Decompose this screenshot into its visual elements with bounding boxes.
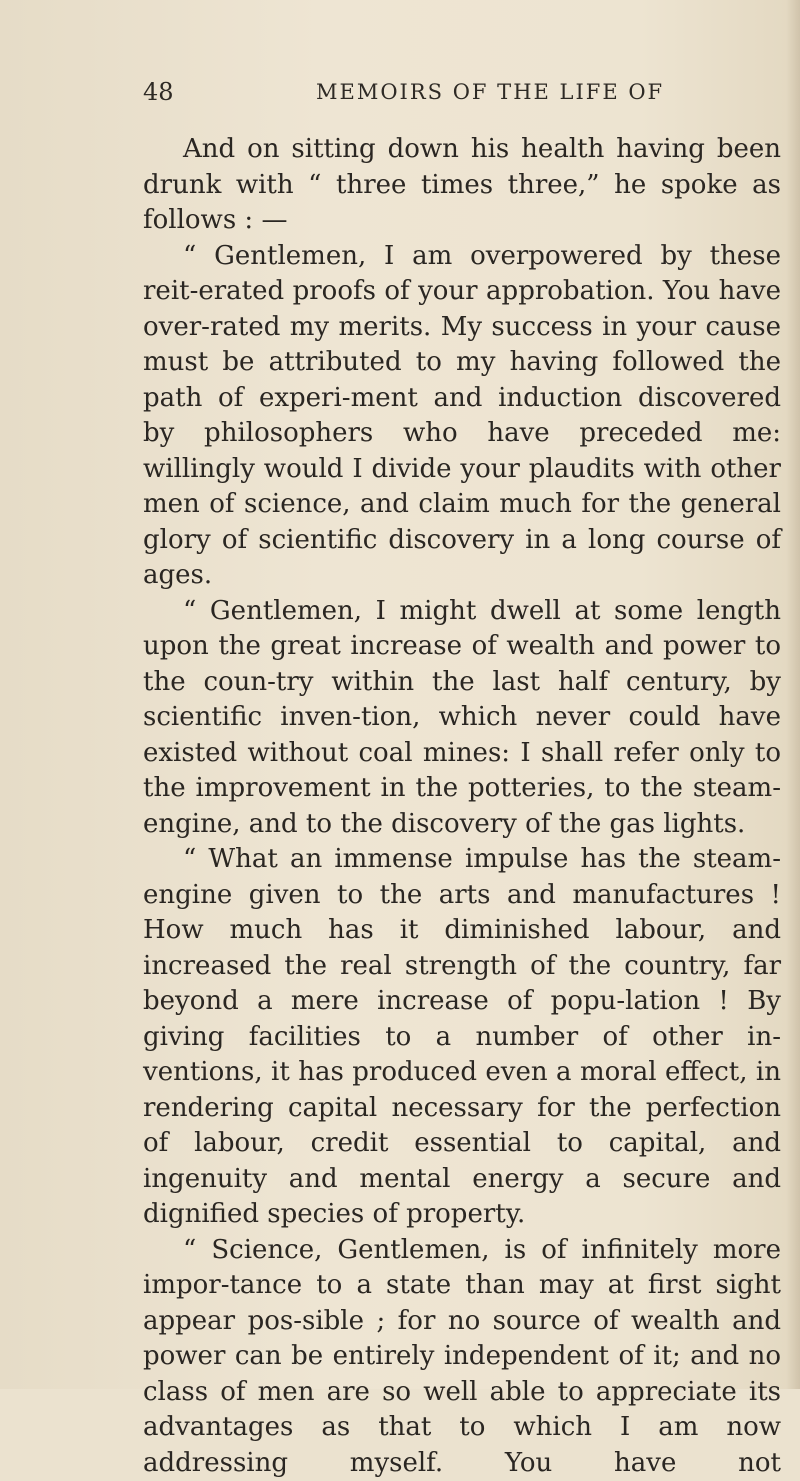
paragraph-intro: And on sitting down his health having been drunk with “ three times three,” he spoke as follows : — — [143, 132, 781, 239]
page-number: 48 — [143, 78, 174, 106]
body-text — [143, 132, 781, 1481]
paragraph-speech-3: “ What an immense impulse has the steam-engine given to the arts and manufactures ! How much has it diminished labour, and increased the real strength of the country, far beyond a mere increase of popu-lation ! By giving facilities to a number of other in-ventions, it has produced even a moral effect, in rendering capital necessary for the perfection of labour, credit essential to capital, and ingenuity and mental energy a secure and dignified species of property. — [143, 842, 781, 1233]
page-header — [143, 78, 773, 118]
page-edge-shadow — [786, 0, 800, 1389]
running-head: MEMOIRS OF THE LIFE OF — [316, 80, 664, 104]
paragraph-speech-2: “ Gentlemen, I might dwell at some length upon the great increase of wealth and power to the coun-try within the last half century, by scientific inven-tion, which never could have existed without coal mines: I shall refer only to the improvement in the potteries, to the steam-engine, and to the discovery of the gas lights. — [143, 594, 781, 843]
paragraph-speech-1: “ Gentlemen, I am overpowered by these reit-erated proofs of your approbation. You have over-rated my merits. My success in your cause must be attributed to my having followed the path of experi-ment and induction discovered by philosophers who have preceded me: willingly would I divide your plaudits with other men of science, and claim much for the general glory of scientific discovery in a long course of ages. — [143, 239, 781, 594]
paragraph-speech-4: “ Science, Gentlemen, is of infinitely more impor-tance to a state than may at first sight appear pos-sible ; for no source of wealth and power can be entirely independent of it; and no class of men are so well able to appreciate its advantages as that to which I am now addressing myself. You have not — [143, 1233, 781, 1481]
